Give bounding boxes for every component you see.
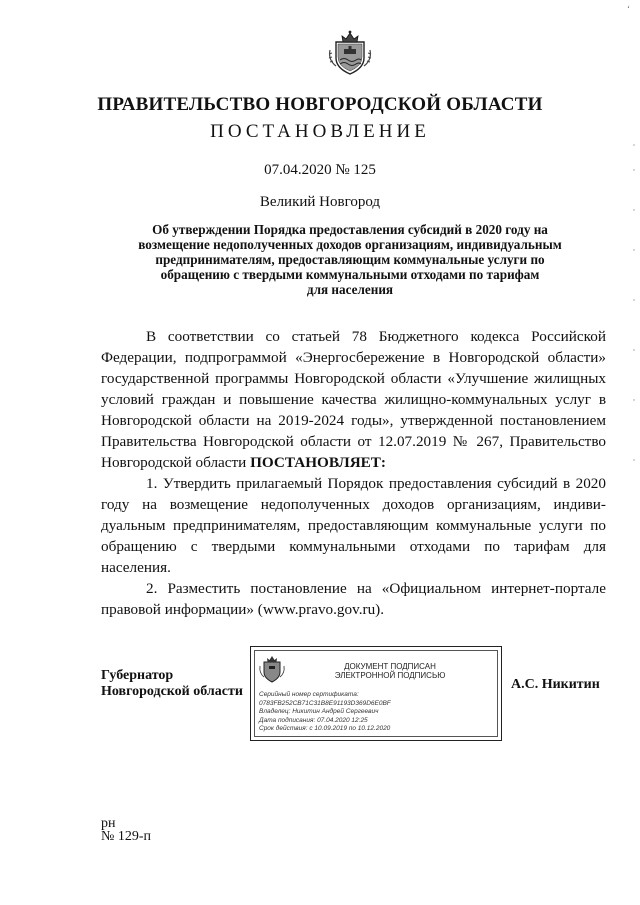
coat-of-arms-icon	[258, 654, 286, 684]
government-title: ПРАВИТЕЛЬСТВО НОВГОРОДСКОЙ ОБЛАСТИ	[97, 94, 543, 115]
city: Великий Новгород	[259, 194, 381, 210]
novgorod-coat-of-arms-icon	[326, 28, 374, 76]
footer-reference	[101, 817, 151, 843]
stamp-details	[259, 691, 391, 734]
signer-position-line: Новгородской области	[101, 684, 243, 699]
subject-line: возмещение недополученных доходов организациям, индивидуальным	[138, 237, 562, 252]
resolves-keyword: ПОСТАНОВЛЯЕТ:	[250, 454, 386, 471]
document-subject	[100, 222, 600, 297]
item-2: 2. Разместить постановление на «Официальном интернет-портале правовой информации» (www.pravo.gov.ru).	[101, 580, 606, 618]
preamble-paragraph	[101, 326, 606, 473]
stamp-header-line: ЭЛЕКТРОННОЙ ПОДПИСЬЮ	[334, 671, 446, 680]
stamp-header-line: ДОКУМЕНТ ПОДПИСАН	[344, 662, 436, 671]
scan-edge-mark: ʻ	[627, 4, 630, 14]
signer-position-line: Губернатор	[101, 668, 174, 683]
cert-label: Серийный номер сертификата:	[259, 691, 359, 698]
subject-line: Об утверждении Порядка предоставления субсидий в 2020 году на	[152, 222, 548, 237]
date-and-number: 07.04.2020 № 125	[264, 162, 376, 178]
footer-number: № 129-п	[101, 829, 152, 844]
subject-line: предпринимателям, предоставляющим коммунальные услуги по	[155, 252, 545, 267]
footer-initials: рн	[101, 816, 116, 831]
cert-value: 0783FB252CB71C31B8E91193D369D6E0BF	[259, 699, 391, 707]
stamp-header	[315, 662, 465, 680]
stamp-inner-frame	[254, 650, 498, 737]
subject-line: для населения	[306, 282, 394, 297]
signed-date: Дата подписания: 07.04.2020 12:25	[259, 716, 368, 724]
validity-period: Срок действия: с 10.09.2019 по 10.12.2020	[259, 725, 391, 733]
cert-owner: Владелец: Никитин Андрей Сергеевич	[259, 708, 379, 716]
signer-position	[101, 668, 243, 700]
subject-line: обращению с твердыми коммунальными отходами по тарифам	[160, 267, 540, 282]
preamble-text: В соответствии со статьей 78 Бюджетного кодекса Российской Федерации, подпрограммой «Энергосбережение в Новгородской области» государственной программы Новгородской области «Улучшение жилищных условий граждан и повышение качества жилищно-коммунальных услуг в Новгородской области на 2019-2024 годы», утвержденной постановлением Правительства Новгородской области от 12.07.2019 № 267, Правительство Новгородской области	[101, 328, 606, 471]
electronic-signature-stamp	[250, 646, 502, 741]
item-1: 1. Утвердить прилагаемый Порядок предоставления субсидий в 2020 году на возмещение недополученных доходов организациям, индиви-дуальным предпринимателям, предоставляющим коммунальные услуги по обращению с твердыми коммунальными отходами по тарифам для населения.	[101, 475, 606, 576]
document-body	[101, 326, 606, 620]
scan-margin-dots	[632, 140, 636, 470]
document-type: ПОСТАНОВЛЕНИЕ	[210, 121, 430, 142]
signer-name: А.С. Никитин	[511, 677, 600, 692]
